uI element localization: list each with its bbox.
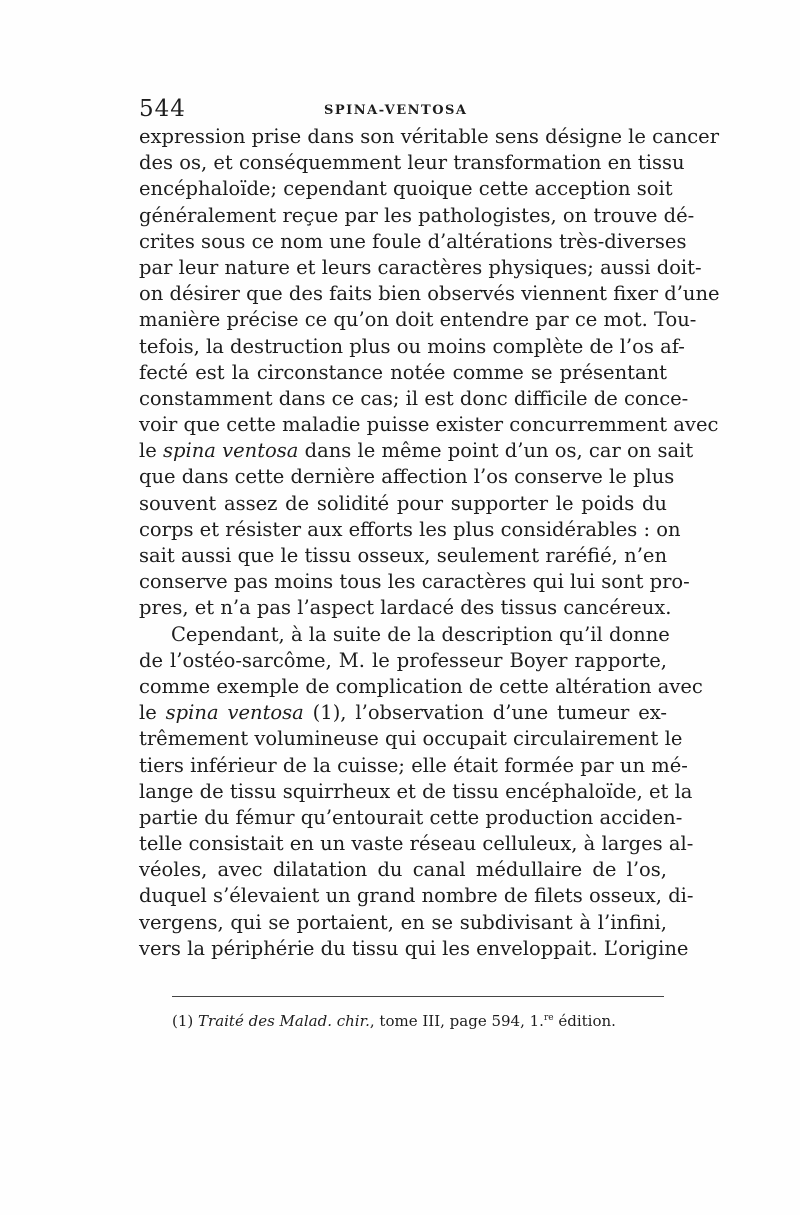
- text-line: que dans cette dernière affection l’os conserve le plus: [139, 465, 675, 489]
- text-line: tiers inférieur de la cuisse; elle était formée par un mé-: [139, 753, 688, 777]
- text-line: constamment dans ce cas; il est donc difficile de conce-: [139, 386, 689, 410]
- text-line: crites sous ce nom une foule d’altérations très-diverses: [139, 229, 687, 253]
- text-line: voir que cette maladie puisse exister concurremment avec: [139, 413, 719, 437]
- footnote-marker: (1): [172, 1012, 199, 1030]
- footnote-title: Traité des Malad. chir.: [198, 1012, 370, 1030]
- italic-term: spina ventosa: [165, 701, 304, 725]
- text-line: vergens, qui se portaient, en se subdivisant à l’infini,: [139, 910, 667, 934]
- text-line: partie du fémur qu’entourait cette production acciden-: [139, 805, 683, 829]
- text-line: de l’ostéo-sarcôme, M. le professeur Boyer rapporte,: [139, 648, 667, 672]
- text-line: telle consistait en un vaste réseau celluleux, à larges al-: [139, 832, 694, 856]
- footnote: [172, 1008, 672, 1031]
- text-segment: le: [139, 439, 163, 463]
- text-line: des os, et conséquemment leur transformation en tissu: [139, 151, 685, 175]
- text-line: trêmement volumineuse qui occupait circulairement le: [139, 727, 683, 751]
- body-text: [139, 124, 720, 962]
- text-line: Cependant, à la suite de la description qu’il donne: [171, 622, 670, 646]
- footnote-superscript: re: [543, 1013, 554, 1023]
- text-line: [139, 700, 667, 726]
- text-line: vers la périphérie du tissu qui les enveloppait. L’origine: [139, 936, 689, 960]
- text-line: fecté est la circonstance notée comme se présentant: [139, 360, 667, 384]
- page-number: 544: [139, 96, 186, 122]
- text-line: sait aussi que le tissu osseux, seulement raréfié, n’en: [139, 544, 667, 567]
- text-line: on désirer que des faits bien observés viennent fixer d’une: [139, 282, 720, 306]
- text-line: manière précise ce qu’on doit entendre par ce mot. Tou-: [139, 308, 697, 332]
- running-head: SPINA-VENTOSA: [324, 103, 468, 118]
- text-line: duquel s’élevaient un grand nombre de filets osseux, di-: [139, 884, 694, 908]
- text-line: souvent assez de solidité pour supporter le poids du: [139, 491, 667, 515]
- text-line: corps et résister aux efforts les plus considérables : on: [139, 517, 681, 541]
- text-line: conserve pas moins tous les caractères qui lui sont pro-: [139, 570, 690, 594]
- text-line: pres, et n’a pas l’aspect lardacé des tissus cancéreux.: [139, 596, 672, 620]
- text-line: comme exemple de complication de cette altération avec: [139, 674, 703, 698]
- text-segment: dans le même point d’un os, car on sait: [298, 439, 694, 463]
- text-line: généralement reçue par les pathologistes, on trouve dé-: [139, 203, 695, 227]
- text-line: tefois, la destruction plus ou moins complète de l’os af-: [139, 334, 685, 358]
- italic-term: spina ventosa: [162, 439, 299, 463]
- text-line: lange de tissu squirrheux et de tissu encéphaloïde, et la: [139, 779, 693, 803]
- text-segment: (1), l’observation d’une tumeur ex-: [303, 701, 668, 725]
- text-line: encéphaloïde; cependant quoique cette acception soit: [139, 177, 673, 201]
- footnote-rule: [172, 996, 664, 997]
- footnote-reference: , tome III, page 594, 1.: [369, 1012, 544, 1030]
- text-line: par leur nature et leurs caractères physiques; aussi doit-: [139, 255, 702, 279]
- text-line: [139, 438, 694, 464]
- text-line: véoles, avec dilatation du canal médullaire de l’os,: [139, 858, 667, 882]
- page-header: [139, 96, 667, 126]
- text-segment: le: [139, 701, 166, 725]
- text-line: expression prise dans son véritable sens désigne le cancer: [139, 125, 720, 148]
- footnote-edition: édition.: [553, 1012, 616, 1030]
